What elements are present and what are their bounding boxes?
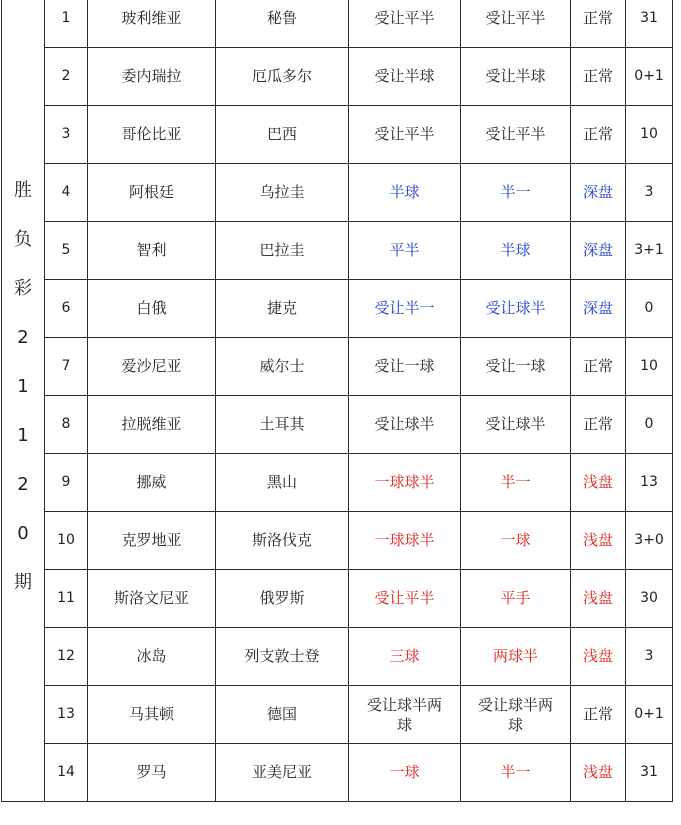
- table-row: [2, 512, 673, 570]
- result-value: 3: [626, 628, 673, 686]
- match-number: 12: [45, 628, 88, 686]
- handicap-current: 受让球半: [461, 280, 571, 338]
- period-title-char: 彩: [14, 278, 32, 299]
- handicap-current: 受让平半: [461, 0, 571, 48]
- home-team: 玻利维亚: [88, 0, 216, 48]
- table-row: [2, 686, 673, 744]
- home-team: 哥伦比亚: [88, 106, 216, 164]
- result-value: 3: [626, 164, 673, 222]
- handicap-current: 半一: [461, 744, 571, 802]
- home-team: 冰岛: [88, 628, 216, 686]
- table-row: [2, 628, 673, 686]
- result-value: 31: [626, 0, 673, 48]
- depth-status: 浅盘: [571, 744, 626, 802]
- away-team: 巴拉圭: [216, 222, 349, 280]
- depth-status: 浅盘: [571, 512, 626, 570]
- result-value: 10: [626, 338, 673, 396]
- depth-status: 正常: [571, 48, 626, 106]
- handicap-initial: 受让平半: [349, 570, 461, 628]
- away-team: 俄罗斯: [216, 570, 349, 628]
- handicap-initial: 受让球半两球: [349, 686, 461, 744]
- handicap-initial: 一球球半: [349, 512, 461, 570]
- handicap-current: 半一: [461, 454, 571, 512]
- match-number: 1: [45, 0, 88, 48]
- depth-status: 深盘: [571, 222, 626, 280]
- handicap-initial: 受让半一: [349, 280, 461, 338]
- away-team: 巴西: [216, 106, 349, 164]
- handicap-current: 受让一球: [461, 338, 571, 396]
- match-number: 2: [45, 48, 88, 106]
- handicap-initial: 受让一球: [349, 338, 461, 396]
- table-row: [2, 164, 673, 222]
- match-number: 6: [45, 280, 88, 338]
- result-value: 0: [626, 280, 673, 338]
- handicap-current: 半球: [461, 222, 571, 280]
- home-team: 斯洛文尼亚: [88, 570, 216, 628]
- result-value: 13: [626, 454, 673, 512]
- handicap-current: 半一: [461, 164, 571, 222]
- home-team: 委内瑞拉: [88, 48, 216, 106]
- match-number: 14: [45, 744, 88, 802]
- depth-status: 浅盘: [571, 628, 626, 686]
- away-team: 威尔士: [216, 338, 349, 396]
- away-team: 乌拉圭: [216, 164, 349, 222]
- handicap-initial: 一球球半: [349, 454, 461, 512]
- depth-status: 深盘: [571, 280, 626, 338]
- table-row: [2, 222, 673, 280]
- handicap-initial: 受让平半: [349, 0, 461, 48]
- result-value: 30: [626, 570, 673, 628]
- handicap-initial: 半球: [349, 164, 461, 222]
- handicap-initial: 受让球半: [349, 396, 461, 454]
- period-title-char: 2: [17, 327, 29, 348]
- handicap-initial: 受让半球: [349, 48, 461, 106]
- table-row: [2, 0, 673, 48]
- period-title-char: 0: [17, 523, 29, 544]
- match-number: 8: [45, 396, 88, 454]
- away-team: 厄瓜多尔: [216, 48, 349, 106]
- handicap-current: 受让球半两球: [461, 686, 571, 744]
- match-number: 3: [45, 106, 88, 164]
- result-value: 10: [626, 106, 673, 164]
- handicap-current: 两球半: [461, 628, 571, 686]
- away-team: 捷克: [216, 280, 349, 338]
- table-body: [2, 0, 673, 802]
- home-team: 爱沙尼亚: [88, 338, 216, 396]
- table-row: [2, 570, 673, 628]
- handicap-initial: 三球: [349, 628, 461, 686]
- handicap-current: 一球: [461, 512, 571, 570]
- period-title-char: 1: [17, 425, 29, 446]
- depth-status: 正常: [571, 686, 626, 744]
- match-number: 10: [45, 512, 88, 570]
- depth-status: 浅盘: [571, 570, 626, 628]
- period-title-char: 1: [17, 376, 29, 397]
- result-value: 31: [626, 744, 673, 802]
- away-team: 列支敦士登: [216, 628, 349, 686]
- handicap-current: 受让球半: [461, 396, 571, 454]
- period-title-char: 期: [14, 572, 32, 593]
- lottery-table: [1, 0, 673, 802]
- depth-status: 正常: [571, 396, 626, 454]
- handicap-initial: 受让平半: [349, 106, 461, 164]
- table-row: [2, 338, 673, 396]
- handicap-initial: 一球: [349, 744, 461, 802]
- table-row: [2, 280, 673, 338]
- home-team: 罗马: [88, 744, 216, 802]
- table-row: [2, 48, 673, 106]
- home-team: 克罗地亚: [88, 512, 216, 570]
- away-team: 亚美尼亚: [216, 744, 349, 802]
- table-row: [2, 744, 673, 802]
- match-number: 9: [45, 454, 88, 512]
- match-number: 4: [45, 164, 88, 222]
- away-team: 秘鲁: [216, 0, 349, 48]
- result-value: 3+1: [626, 222, 673, 280]
- handicap-current: 平手: [461, 570, 571, 628]
- period-title-char: 负: [14, 229, 32, 250]
- match-number: 7: [45, 338, 88, 396]
- depth-status: 正常: [571, 338, 626, 396]
- away-team: 黑山: [216, 454, 349, 512]
- result-value: 0: [626, 396, 673, 454]
- table-row: [2, 454, 673, 512]
- handicap-current: 受让半球: [461, 48, 571, 106]
- result-value: 3+0: [626, 512, 673, 570]
- depth-status: 正常: [571, 106, 626, 164]
- away-team: 斯洛伐克: [216, 512, 349, 570]
- table-row: [2, 396, 673, 454]
- home-team: 智利: [88, 222, 216, 280]
- handicap-current: 受让平半: [461, 106, 571, 164]
- away-team: 土耳其: [216, 396, 349, 454]
- depth-status: 正常: [571, 0, 626, 48]
- match-number: 11: [45, 570, 88, 628]
- table-row: [2, 106, 673, 164]
- period-title-char: 2: [17, 474, 29, 495]
- depth-status: 浅盘: [571, 454, 626, 512]
- handicap-initial: 平半: [349, 222, 461, 280]
- depth-status: 深盘: [571, 164, 626, 222]
- match-number: 13: [45, 686, 88, 744]
- home-team: 阿根廷: [88, 164, 216, 222]
- result-value: 0+1: [626, 48, 673, 106]
- match-number: 5: [45, 222, 88, 280]
- home-team: 挪威: [88, 454, 216, 512]
- period-title-char: 胜: [14, 180, 32, 201]
- home-team: 拉脱维亚: [88, 396, 216, 454]
- period-title: [2, 0, 45, 802]
- away-team: 德国: [216, 686, 349, 744]
- home-team: 马其顿: [88, 686, 216, 744]
- home-team: 白俄: [88, 280, 216, 338]
- result-value: 0+1: [626, 686, 673, 744]
